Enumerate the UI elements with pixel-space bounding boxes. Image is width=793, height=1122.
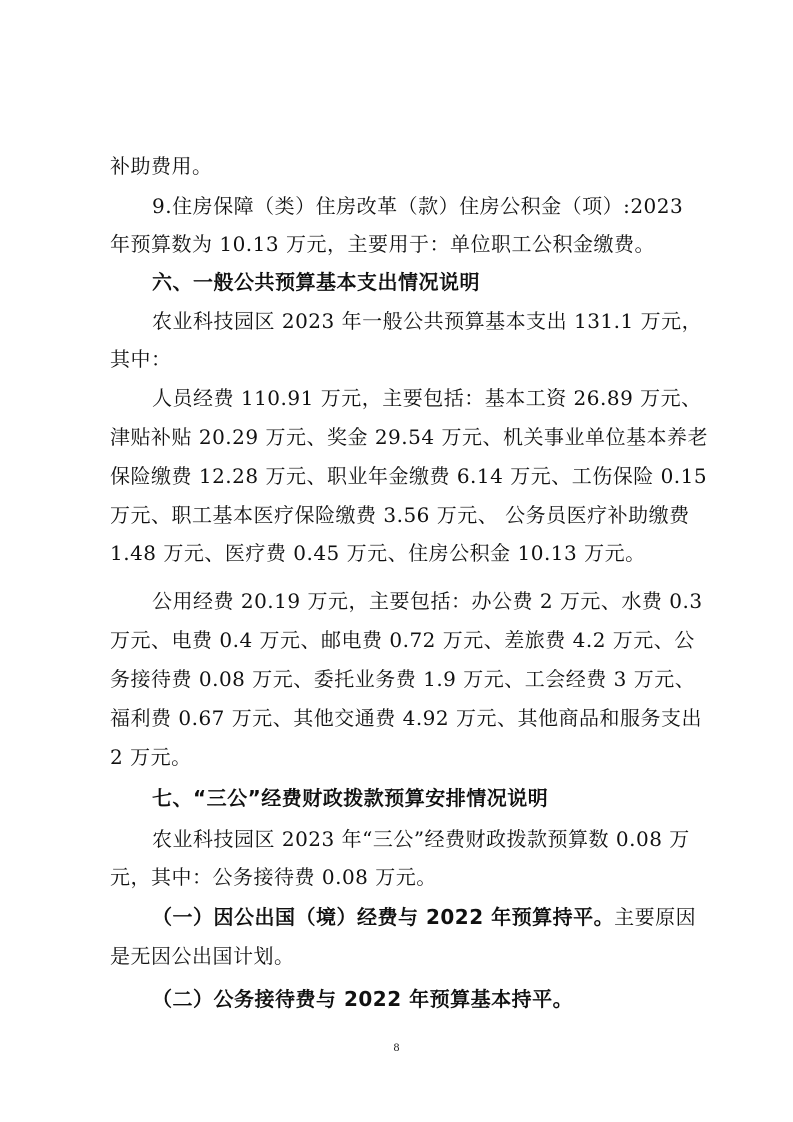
page-number: 8 xyxy=(393,1040,400,1054)
text-line-10: 万元、职工基本医疗保险缴费 3.56 万元、 公务员医疗补助缴费 xyxy=(110,503,690,527)
paragraph-two: （二）公务接待费与 2022 年预算基本持平。 xyxy=(152,987,574,1011)
text-line-7: 人员经费 110.91 万元，主要包括：基本工资 26.89 万元、 xyxy=(152,386,702,410)
paragraph-one-line-1 xyxy=(152,903,696,931)
text-line-19: 元，其中：公务接待费 0.08 万元。 xyxy=(110,865,437,889)
text-line-12: 公用经费 20.19 万元，主要包括：办公费 2 万元、水费 0.3 xyxy=(152,589,703,613)
text-line-14: 务接待费 0.08 万元、委托业务费 1.9 万元、工会经费 3 万元、 xyxy=(110,667,696,691)
paragraph-one-line-2: 是无因公出国计划。 xyxy=(110,944,295,968)
text-line-16: 2 万元。 xyxy=(110,745,192,769)
text-line-18: 农业科技园区 2023 年“三公”经费财政拨款预算数 0.08 万 xyxy=(152,827,690,851)
text-line-9: 保险缴费 12.28 万元、职业年金缴费 6.14 万元、工伤保险 0.15 xyxy=(110,464,708,488)
text-line-13: 万元、电费 0.4 万元、邮电费 0.72 万元、差旅费 4.2 万元、公 xyxy=(110,628,695,652)
text-line-8: 津贴补贴 20.29 万元、奖金 29.54 万元、机关事业单位基本养老 xyxy=(110,425,708,449)
paragraph-one-normal: 主要原因 xyxy=(614,905,697,929)
text-line-3: 年预算数为 10.13 万元，主要用于：单位职工公积金缴费。 xyxy=(110,232,655,256)
text-line-6: 其中： xyxy=(110,347,172,371)
text-line-11: 1.48 万元、医疗费 0.45 万元、住房公积金 10.13 万元。 xyxy=(110,541,646,565)
text-line-15: 福利费 0.67 万元、其他交通费 4.92 万元、其他商品和服务支出 xyxy=(110,706,702,730)
paragraph-one-bold: （一）因公出国（境）经费与 2022 年预算持平。 xyxy=(152,905,615,929)
text-line-1: 补助费用。 xyxy=(110,154,213,178)
section-heading-7: 七、“三公”经费财政拨款预算安排情况说明 xyxy=(152,786,549,810)
section-heading-6: 六、一般公共预算基本支出情况说明 xyxy=(152,270,480,294)
text-line-2: 9.住房保障（类）住房改革（款）住房公积金（项）:2023 xyxy=(152,194,684,218)
text-line-5: 农业科技园区 2023 年一般公共预算基本支出 131.1 万元， xyxy=(152,309,703,333)
